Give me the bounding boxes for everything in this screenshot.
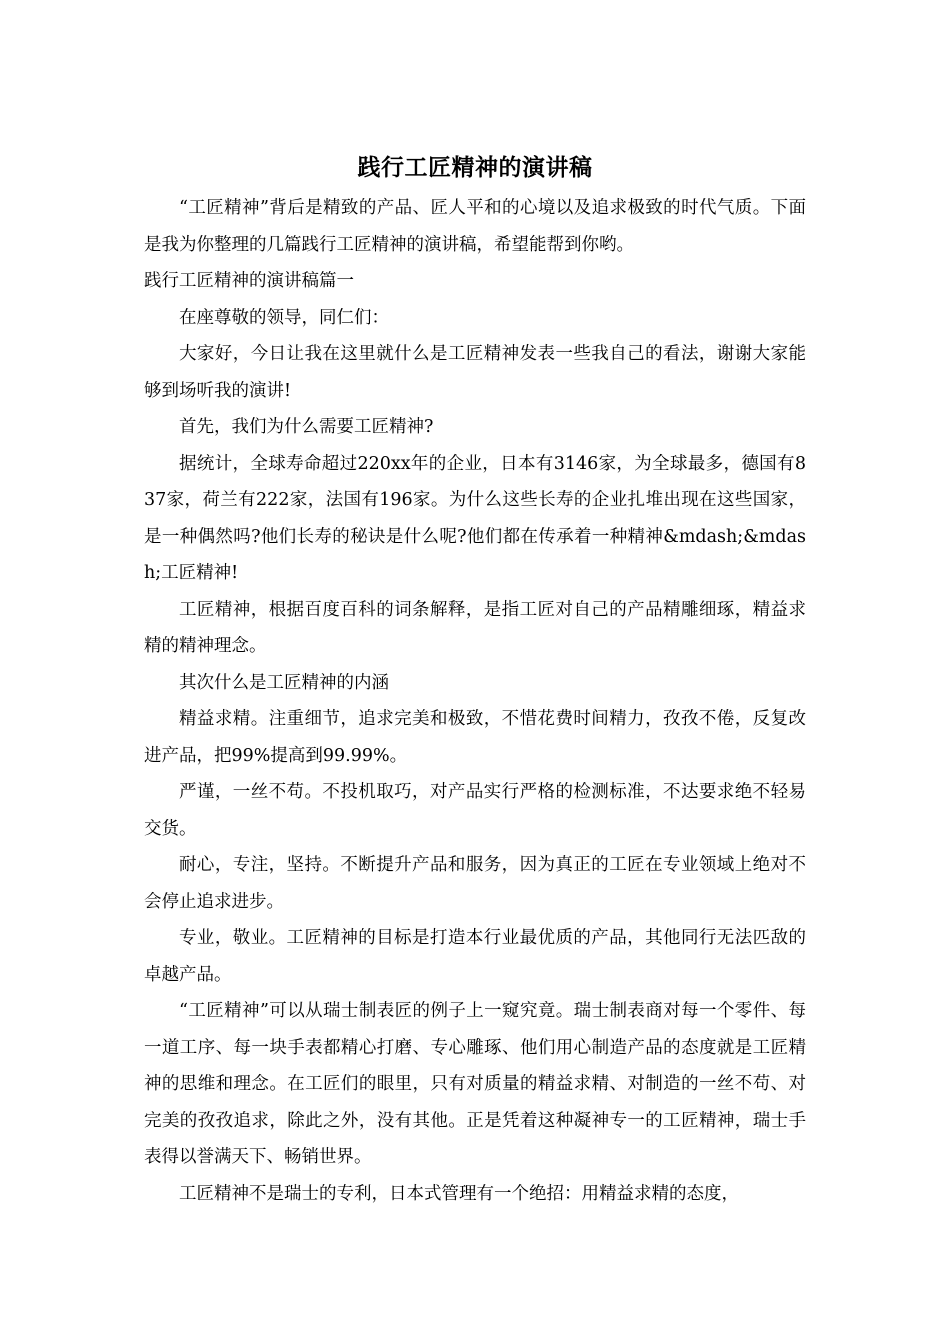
paragraph: 大家好，今日让我在这里就什么是工匠精神发表一些我自己的看法，谢谢大家能够到场听我的演讲!	[144, 344, 806, 401]
document-body	[144, 190, 806, 1212]
document-title: 践行工匠精神的演讲稿	[357, 154, 593, 181]
paragraph: 据统计，全球寿命超过220xx年的企业，日本有3146家，为全球最多，德国有837家，荷兰有222家，法国有196家。为什么这些长寿的企业扎堆出现在这些国家，是一种偶然吗?他们长寿的秘诀是什么呢?他们都在传承着一种精神&mdash;&mdash;工匠精神!	[144, 453, 806, 583]
paragraph: 首先，我们为什么需要工匠精神?	[179, 417, 434, 437]
document-page	[144, 150, 806, 1212]
paragraph: “工匠精神”可以从瑞士制表匠的例子上一窥究竟。瑞士制表商对每一个零件、每一道工序、每一块手表都精心打磨、专心雕琢、他们用心制造产品的态度就是工匠精神的思维和理念。在工匠们的眼里，只有对质量的精益求精、对制造的一丝不苟、对完美的孜孜追求，除此之外，没有其他。正是凭着这种凝神专一的工匠精神，瑞士手表得以誉满天下、畅销世界。	[144, 1001, 806, 1167]
paragraph: 专业，敬业。工匠精神的目标是打造本行业最优质的产品，其他同行无法匹敌的卓越产品。	[144, 928, 806, 985]
paragraph: 其次什么是工匠精神的内涵	[179, 672, 389, 693]
paragraph: 工匠精神不是瑞士的专利，日本式管理有一个绝招：用精益求精的态度，	[179, 1183, 739, 1204]
paragraph: 在座尊敬的领导，同仁们：	[179, 307, 389, 328]
section-heading: 践行工匠精神的演讲稿篇一	[144, 271, 354, 291]
paragraph: 严谨，一丝不苟。不投机取巧，对产品实行严格的检测标准，不达要求绝不轻易交货。	[144, 782, 806, 839]
paragraph: 工匠精神，根据百度百科的词条解释，是指工匠对自己的产品精雕细琢，精益求精的精神理念。	[144, 599, 806, 656]
paragraph: 精益求精。注重细节，追求完美和极致，不惜花费时间精力，孜孜不倦，反复改进产品，把99%提高到99.99%。	[144, 709, 806, 766]
paragraph: 耐心，专注，坚持。不断提升产品和服务，因为真正的工匠在专业领域上绝对不会停止追求进步。	[144, 855, 806, 912]
paragraph: “工匠精神”背后是精致的产品、匠人平和的心境以及追求极致的时代气质。下面是我为你整理的几篇践行工匠精神的演讲稿，希望能帮到你哟。	[144, 198, 806, 255]
